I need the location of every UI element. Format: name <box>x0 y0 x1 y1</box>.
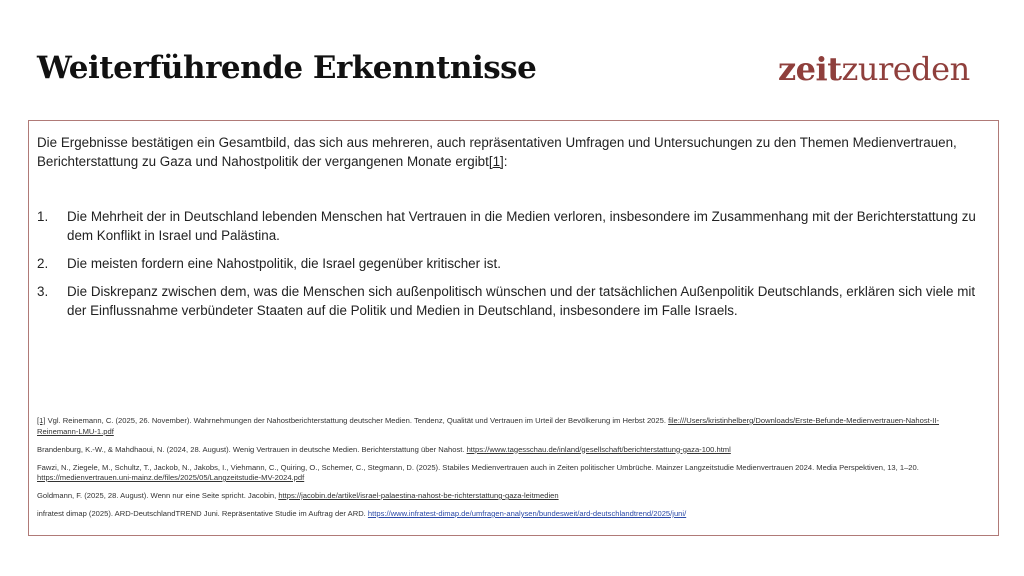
list-text: Die Mehrheit der in Deutschland lebenden Menschen hat Vertrauen in die Medien verloren, insbesondere im Zusammenhang mit der Berichterstattung zu dem Konflikt in Israel und Palästina. <box>67 209 976 243</box>
list-item <box>37 254 977 273</box>
reference-text: infratest dimap (2025). ARD-DeutschlandTREND Juni. Repräsentative Studie im Auftrag der ARD. <box>37 509 368 518</box>
footnote-ref-link[interactable]: [1] <box>488 154 504 169</box>
reference-link[interactable]: https://www.tagesschau.de/inland/gesellschaft/berichterstattung-gaza-100.html <box>466 444 731 454</box>
reference-text: Brandenburg, K.-W., & Mahdhaoui, N. (2024, 28. August). Wenig Vertrauen in deutsche Medien. Berichterstattung über Nahost. <box>37 444 467 454</box>
reference-link[interactable]: https://jacobin.de/artikel/israel-palaestina-nahost-be-richterstattung-gaza-leitmedien <box>278 491 559 500</box>
footnote-marker[interactable]: [1] <box>37 416 46 425</box>
list-text: Die Diskrepanz zwischen dem, was die Menschen sich außenpolitisch wünschen und der tatsächlichen Außenpolitik Deutschlands, erklären sich viele mit der Einflussnahme verbündeter Staaten auf die Politik und Medien in Deutschland, insbesondere im Falle Israels. <box>67 284 976 318</box>
brand-logo <box>778 50 970 88</box>
reference-item <box>37 491 977 502</box>
reference-item <box>37 463 977 484</box>
reference-text: Goldmann, F. (2025, 28. August). Wenn nur eine Seite spricht. Jacobin, <box>37 491 279 500</box>
page-title: Weiterführende Erkenntnisse <box>37 50 537 86</box>
intro-paragraph <box>37 133 967 171</box>
list-number: 2. <box>37 256 49 271</box>
reference-text: Fawzi, N., Ziegele, M., Schultz, T., Jackob, N., Jakobs, I., Viehmann, C., Quiring, O., Schemer, C., Stegmann, D. (2025). Stabiles Medienvertrauen auch in Zeiten politischer Umbrüche. Mainzer Langzeitstudie Medienvertrauen 2024. Media Perspektiven, 13, 1–20. <box>37 462 919 472</box>
intro-end: : <box>503 154 508 169</box>
reference-item <box>37 509 977 520</box>
logo-bold-part: zeit <box>778 50 842 88</box>
list-item <box>37 282 977 320</box>
list-item <box>37 207 977 245</box>
list-text: Die meisten fordern eine Nahostpolitik, die Israel gegenüber kritischer ist. <box>67 256 501 271</box>
reference-link[interactable]: https://www.infratest-dimap.de/umfragen-analysen/bundesweit/ard-deutschlandtrend/2025/juni/ <box>367 509 687 518</box>
list-number: 3. <box>37 284 49 299</box>
reference-item <box>37 445 977 456</box>
reference-text: Vgl. Reinemann, C. (2025, 26. November). Wahrnehmungen der Nahostberichterstattung deutscher Medien. Tendenz, Qualität und Vertrauen im Urteil der Bevölkerung im Herbst 2025. <box>45 416 669 425</box>
list-number: 1. <box>37 209 49 224</box>
reference-link[interactable]: https://medienvertrauen.uni-mainz.de/files/2025/05/Langzeitstudie-MV-2024.pdf <box>37 473 305 482</box>
findings-list <box>37 207 977 329</box>
intro-text: Die Ergebnisse bestätigen ein Gesamtbild, das sich aus mehreren, auch repräsentativen Umfragen und Untersuchungen zu den Themen Medienvertrauen, Berichterstattung zu Gaza und Nahostpolitik der vergangenen Monate ergibt <box>37 135 957 169</box>
logo-regular-part: zureden <box>841 50 970 88</box>
reference-item <box>37 416 977 437</box>
reference-link[interactable]: file:///Users/kristinhelberg/Downloads/Erste-Befunde-Medienvertrauen-Nahost-II-Reinemann-LMU-1.pdf <box>37 416 940 436</box>
references <box>37 416 977 527</box>
